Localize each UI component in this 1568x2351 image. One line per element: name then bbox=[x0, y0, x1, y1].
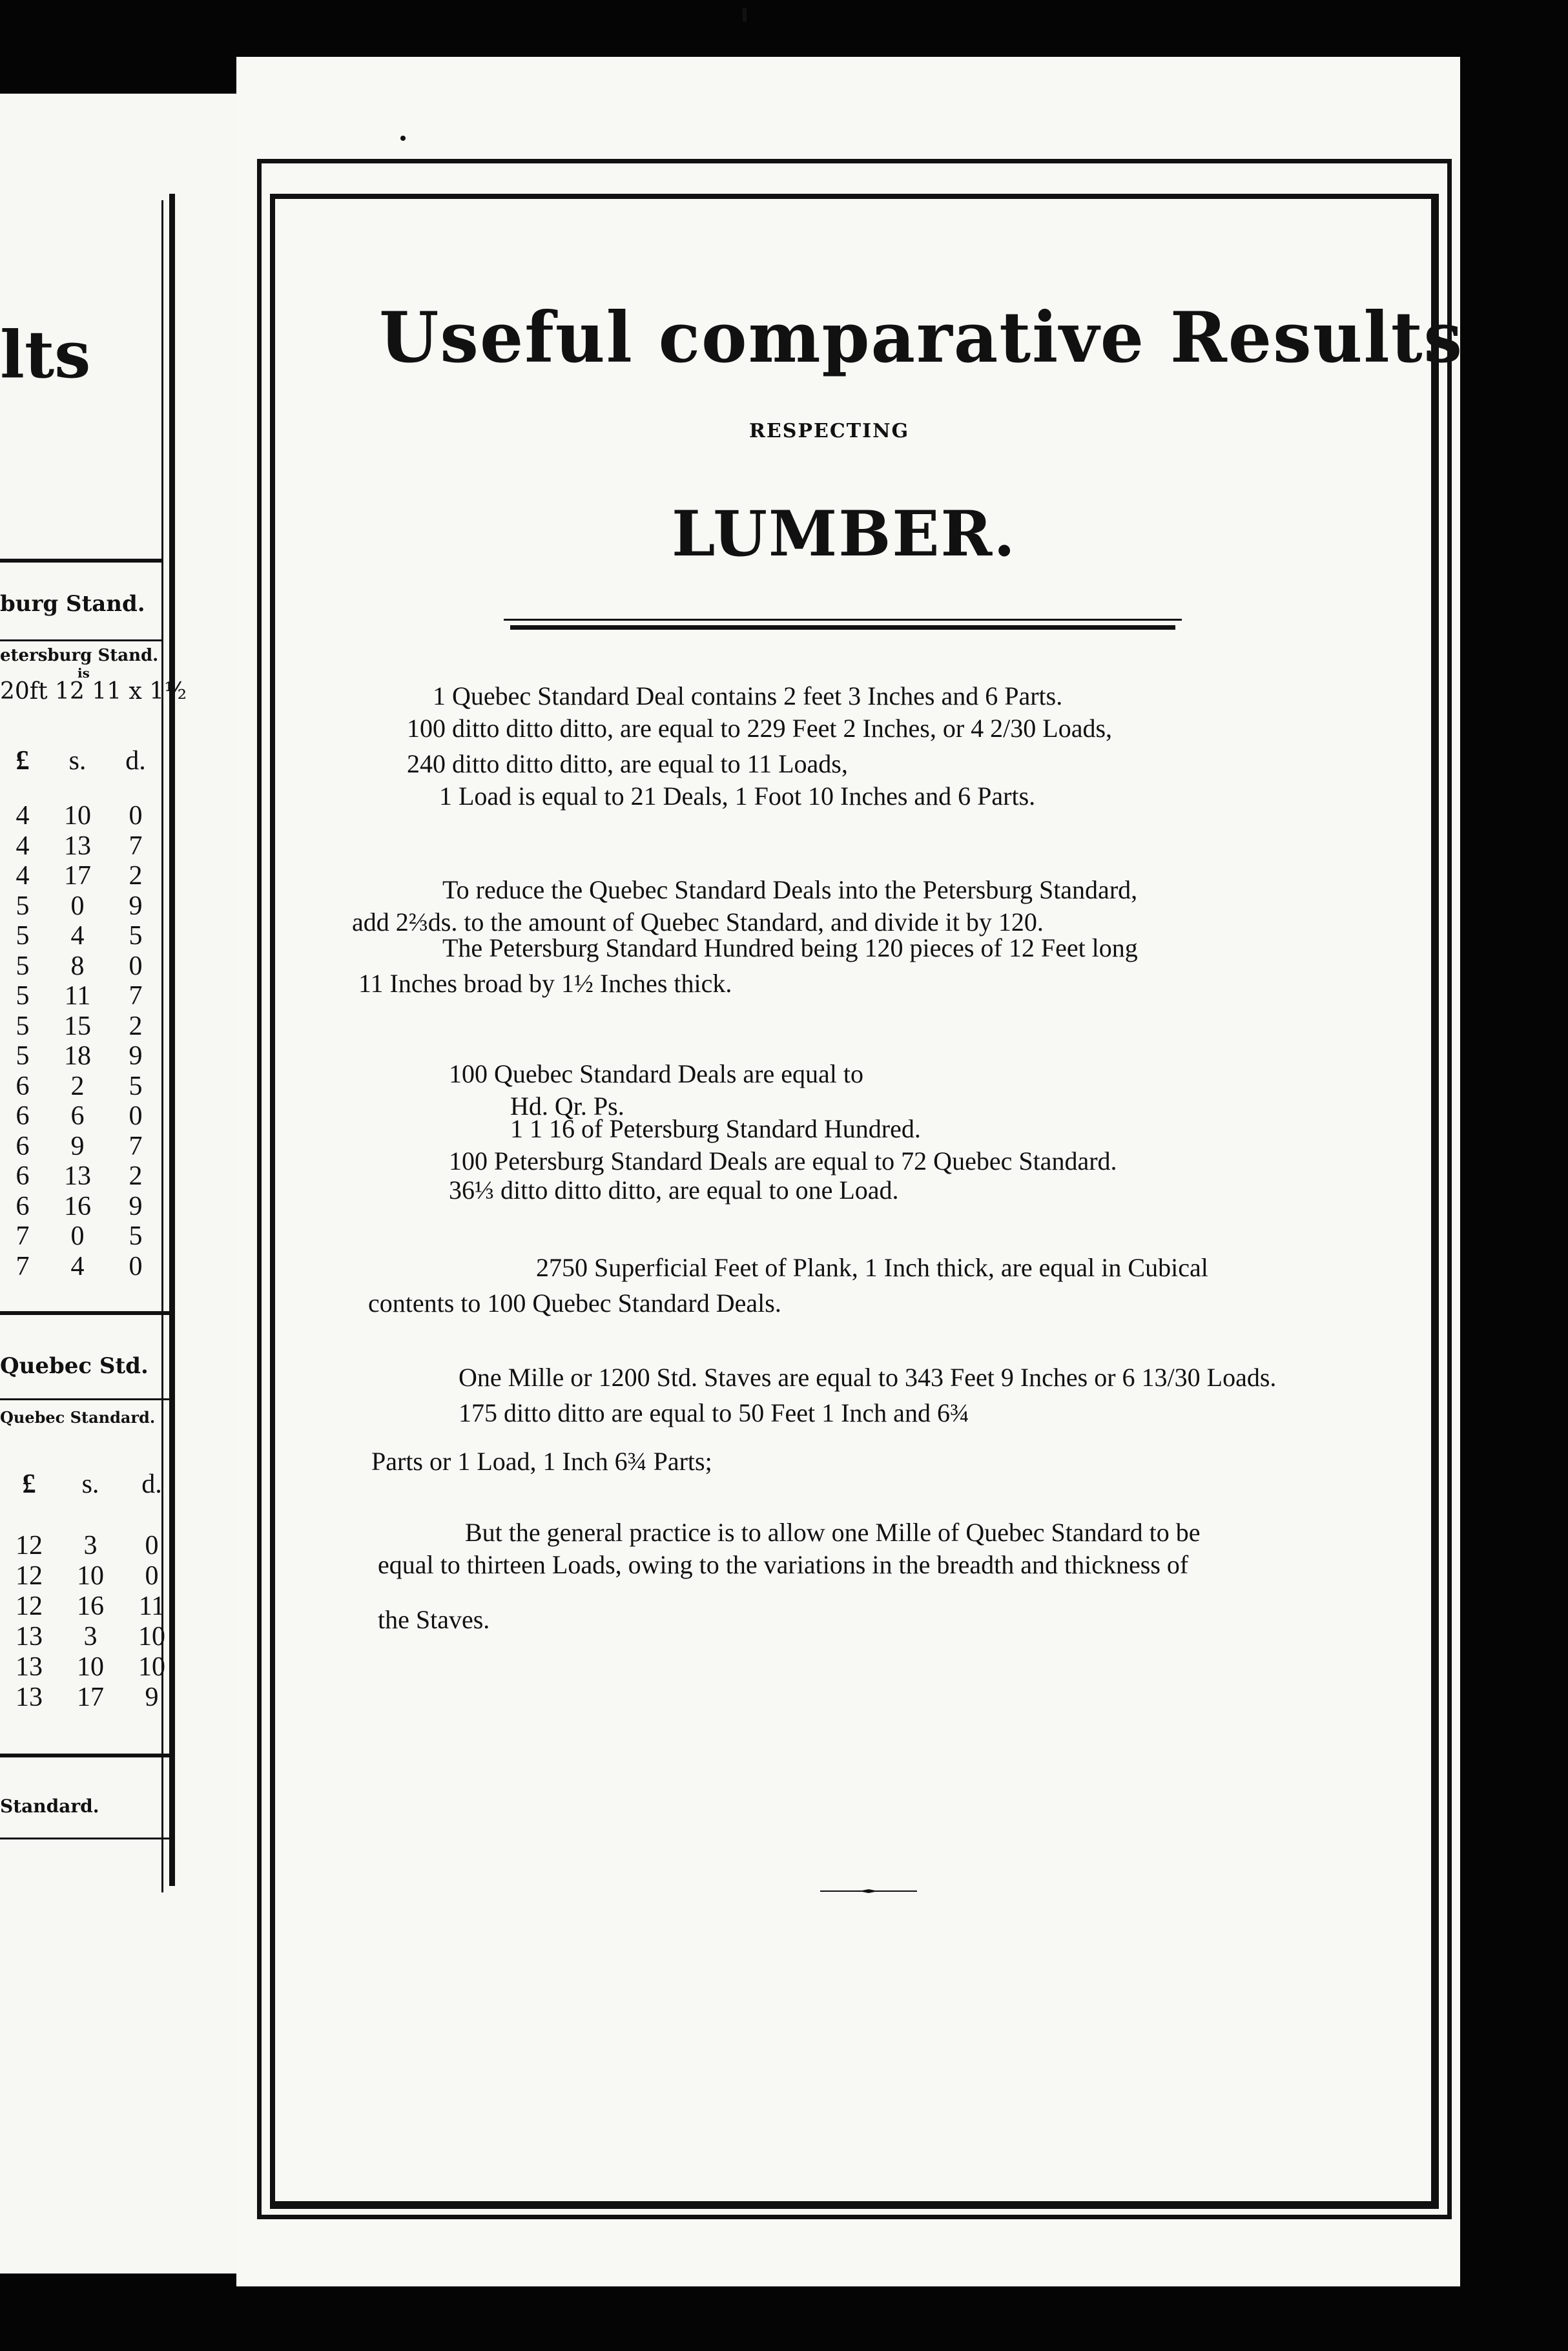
para4-line: contents to 100 Quebec Standard Deals. bbox=[368, 1289, 781, 1318]
para2-line: To reduce the Quebec Standard Deals into the Petersburg Standard, bbox=[442, 875, 1138, 904]
left-table-cell: 7 bbox=[15, 1251, 30, 1281]
left-section1-sub2: is bbox=[77, 665, 90, 681]
left-table-cell: 7 bbox=[129, 831, 143, 861]
left-table-cell: 0 bbox=[129, 951, 143, 981]
left-table-cell: 5 bbox=[15, 981, 30, 1011]
left-table-cell: 0 bbox=[70, 891, 85, 921]
para1-line: 1 Quebec Standard Deal contains 2 feet 3 Inches and 6 Parts. bbox=[433, 681, 1063, 710]
left-table-cell: 7 bbox=[129, 1131, 143, 1161]
left-table-cell: 4 bbox=[70, 921, 85, 951]
para3-line: 100 Petersburg Standard Deals are equal to 72 Quebec Standard. bbox=[449, 1146, 1117, 1176]
page-speck bbox=[743, 8, 747, 22]
para3-line: Hd. Qr. Ps. bbox=[510, 1092, 624, 1121]
left-table-cell: 3 bbox=[83, 1531, 98, 1560]
left-table-cell: 2 bbox=[129, 1011, 143, 1041]
para5-line: 175 ditto ditto are equal to 50 Feet 1 Inch and 6¾ bbox=[459, 1398, 969, 1427]
ornament-rule bbox=[820, 1889, 917, 1893]
left-table-cell: 4 bbox=[70, 1251, 85, 1281]
left-section1-sub: etersburg Stand. bbox=[0, 646, 159, 665]
para3-line: 100 Quebec Standard Deals are equal to bbox=[449, 1059, 863, 1088]
left-section2-table bbox=[0, 1469, 181, 1499]
left-table-cell: 15 bbox=[64, 1011, 91, 1041]
left-col-head: d. bbox=[141, 1469, 162, 1499]
left-table-cell: 10 bbox=[138, 1622, 165, 1652]
para1-line: 1 Load is equal to 21 Deals, 1 Foot 10 Inches and 6 Parts. bbox=[439, 782, 1036, 811]
left-table-cell: 2 bbox=[129, 1161, 143, 1191]
left-table-cell: 17 bbox=[77, 1683, 104, 1712]
left-col-head: d. bbox=[125, 746, 146, 776]
left-table-cell: 16 bbox=[77, 1591, 104, 1621]
left-table-cell: 10 bbox=[64, 801, 91, 831]
page-subject: LUMBER. bbox=[672, 497, 1016, 570]
left-table-cell: 6 bbox=[15, 1161, 30, 1191]
left-table-cell: 10 bbox=[138, 1652, 165, 1682]
left-table-cell: 3 bbox=[83, 1622, 98, 1652]
left-rule-4 bbox=[0, 1398, 169, 1400]
left-table-cell: 9 bbox=[70, 1131, 85, 1161]
para5-line: Parts or 1 Load, 1 Inch 6¾ Parts; bbox=[371, 1447, 712, 1476]
left-table-cell: 5 bbox=[15, 921, 30, 951]
left-section1-table bbox=[0, 746, 161, 776]
left-table-cell: 9 bbox=[129, 891, 143, 921]
para5-line: One Mille or 1200 Std. Staves are equal to 343 Feet 9 Inches or 6 13/30 Loads. bbox=[459, 1363, 1277, 1392]
left-table-cell: 13 bbox=[64, 1161, 91, 1191]
left-table-cell: 4 bbox=[15, 831, 30, 861]
para6-line: But the general practice is to allow one Mille of Quebec Standard to be bbox=[465, 1518, 1201, 1547]
left-table-cell: 8 bbox=[70, 951, 85, 981]
left-table-cell: 0 bbox=[129, 1251, 143, 1281]
left-table-cell: 0 bbox=[145, 1561, 159, 1591]
left-table-cell: 0 bbox=[129, 1101, 143, 1131]
left-section2-rows bbox=[0, 1531, 181, 1713]
left-table-cell: 4 bbox=[15, 861, 30, 891]
left-table-cell: 11 bbox=[64, 981, 91, 1011]
left-table-cell: 5 bbox=[129, 1071, 143, 1101]
left-table-cell: 13 bbox=[64, 831, 91, 861]
left-table-cell: 13 bbox=[15, 1622, 43, 1652]
para3-line: 36⅓ ditto ditto ditto, are equal to one Load. bbox=[449, 1176, 899, 1205]
left-table-cell: 7 bbox=[129, 981, 143, 1011]
para2-line: add 2⅔ds. to the amount of Quebec Standard, and divide it by 120. bbox=[352, 907, 1044, 937]
left-table-cell: 0 bbox=[129, 801, 143, 831]
left-table-cell: 12 bbox=[15, 1591, 43, 1621]
left-rule-6 bbox=[0, 1838, 169, 1839]
left-table-cell: 2 bbox=[70, 1071, 85, 1101]
left-table-cell: 5 bbox=[15, 1011, 30, 1041]
left-table-cell: 7 bbox=[15, 1221, 30, 1251]
left-table-cell: 10 bbox=[77, 1652, 104, 1682]
left-rule-3 bbox=[0, 1311, 169, 1315]
para1-line: 100 ditto ditto ditto, are equal to 229 Feet 2 Inches, or 4 2/30 Loads, bbox=[407, 714, 1113, 743]
left-col-head: s. bbox=[68, 746, 87, 776]
left-table-cell: 0 bbox=[70, 1221, 85, 1251]
left-table-cell: 6 bbox=[15, 1071, 30, 1101]
left-table-cell: 6 bbox=[70, 1101, 85, 1131]
page-respecting: RESPECTING bbox=[749, 420, 910, 442]
left-table-cell: 11 bbox=[138, 1591, 165, 1621]
left-table-cell: 6 bbox=[15, 1101, 30, 1131]
left-table-cell: 5 bbox=[15, 951, 30, 981]
left-rule-1 bbox=[0, 559, 161, 563]
left-col-head: £ bbox=[15, 746, 30, 776]
left-heading-fragment: lts bbox=[0, 316, 91, 393]
left-table-cell: 12 bbox=[15, 1531, 43, 1560]
left-table-cell: 16 bbox=[64, 1191, 91, 1221]
left-table-cell: 5 bbox=[15, 1041, 30, 1071]
para1-line: 240 ditto ditto ditto, are equal to 11 Loads, bbox=[407, 749, 848, 778]
left-table-cell: 5 bbox=[129, 1221, 143, 1251]
left-table-cell: 5 bbox=[15, 891, 30, 921]
left-table-cell: 6 bbox=[15, 1191, 30, 1221]
left-table-cell: 4 bbox=[15, 801, 30, 831]
title-rule-thick bbox=[510, 625, 1175, 630]
left-page bbox=[0, 94, 258, 2273]
title-rule-thin bbox=[504, 619, 1182, 621]
para2-line: 11 Inches broad by 1½ Inches thick. bbox=[358, 969, 732, 998]
left-section3-heading: Standard. bbox=[0, 1796, 99, 1817]
left-table-cell: 0 bbox=[145, 1531, 159, 1560]
left-table-cell: 9 bbox=[129, 1191, 143, 1221]
left-section2-heading: Quebec Std. bbox=[0, 1353, 149, 1379]
left-rule-2 bbox=[0, 639, 161, 641]
left-section1-rows bbox=[0, 801, 161, 1281]
para2-line: The Petersburg Standard Hundred being 120 pieces of 12 Feet long bbox=[442, 933, 1138, 962]
left-table-cell: 10 bbox=[77, 1561, 104, 1591]
left-table-cell: 9 bbox=[145, 1683, 159, 1712]
para6-line: equal to thirteen Loads, owing to the variations in the breadth and thickness of bbox=[378, 1550, 1189, 1579]
page-title: Useful comparative Results bbox=[379, 297, 1464, 378]
left-table-cell: 12 bbox=[15, 1561, 43, 1591]
left-section1-dims: 20ft 12 11 x 1½ bbox=[0, 678, 187, 705]
left-table-cell: 6 bbox=[15, 1131, 30, 1161]
left-section1-heading: burg Stand. bbox=[0, 591, 145, 617]
left-table-cell: 9 bbox=[129, 1041, 143, 1071]
left-col-head: s. bbox=[81, 1469, 99, 1499]
left-table-cell: 2 bbox=[129, 861, 143, 891]
left-table-cell: 13 bbox=[15, 1683, 43, 1712]
left-section2-sub: Quebec Standard. bbox=[0, 1408, 156, 1427]
left-table-cell: 18 bbox=[64, 1041, 91, 1071]
para6-line: the Staves. bbox=[378, 1605, 490, 1634]
left-rule-5 bbox=[0, 1754, 169, 1757]
page-speck bbox=[400, 136, 406, 141]
left-col-head: £ bbox=[22, 1469, 36, 1499]
left-table-cell: 13 bbox=[15, 1652, 43, 1682]
para4-line: 2750 Superficial Feet of Plank, 1 Inch thick, are equal in Cubical bbox=[536, 1253, 1208, 1282]
left-table-cell: 17 bbox=[64, 861, 91, 891]
para3-line: 1 1 16 of Petersburg Standard Hundred. bbox=[510, 1114, 921, 1143]
left-table-cell: 5 bbox=[129, 921, 143, 951]
